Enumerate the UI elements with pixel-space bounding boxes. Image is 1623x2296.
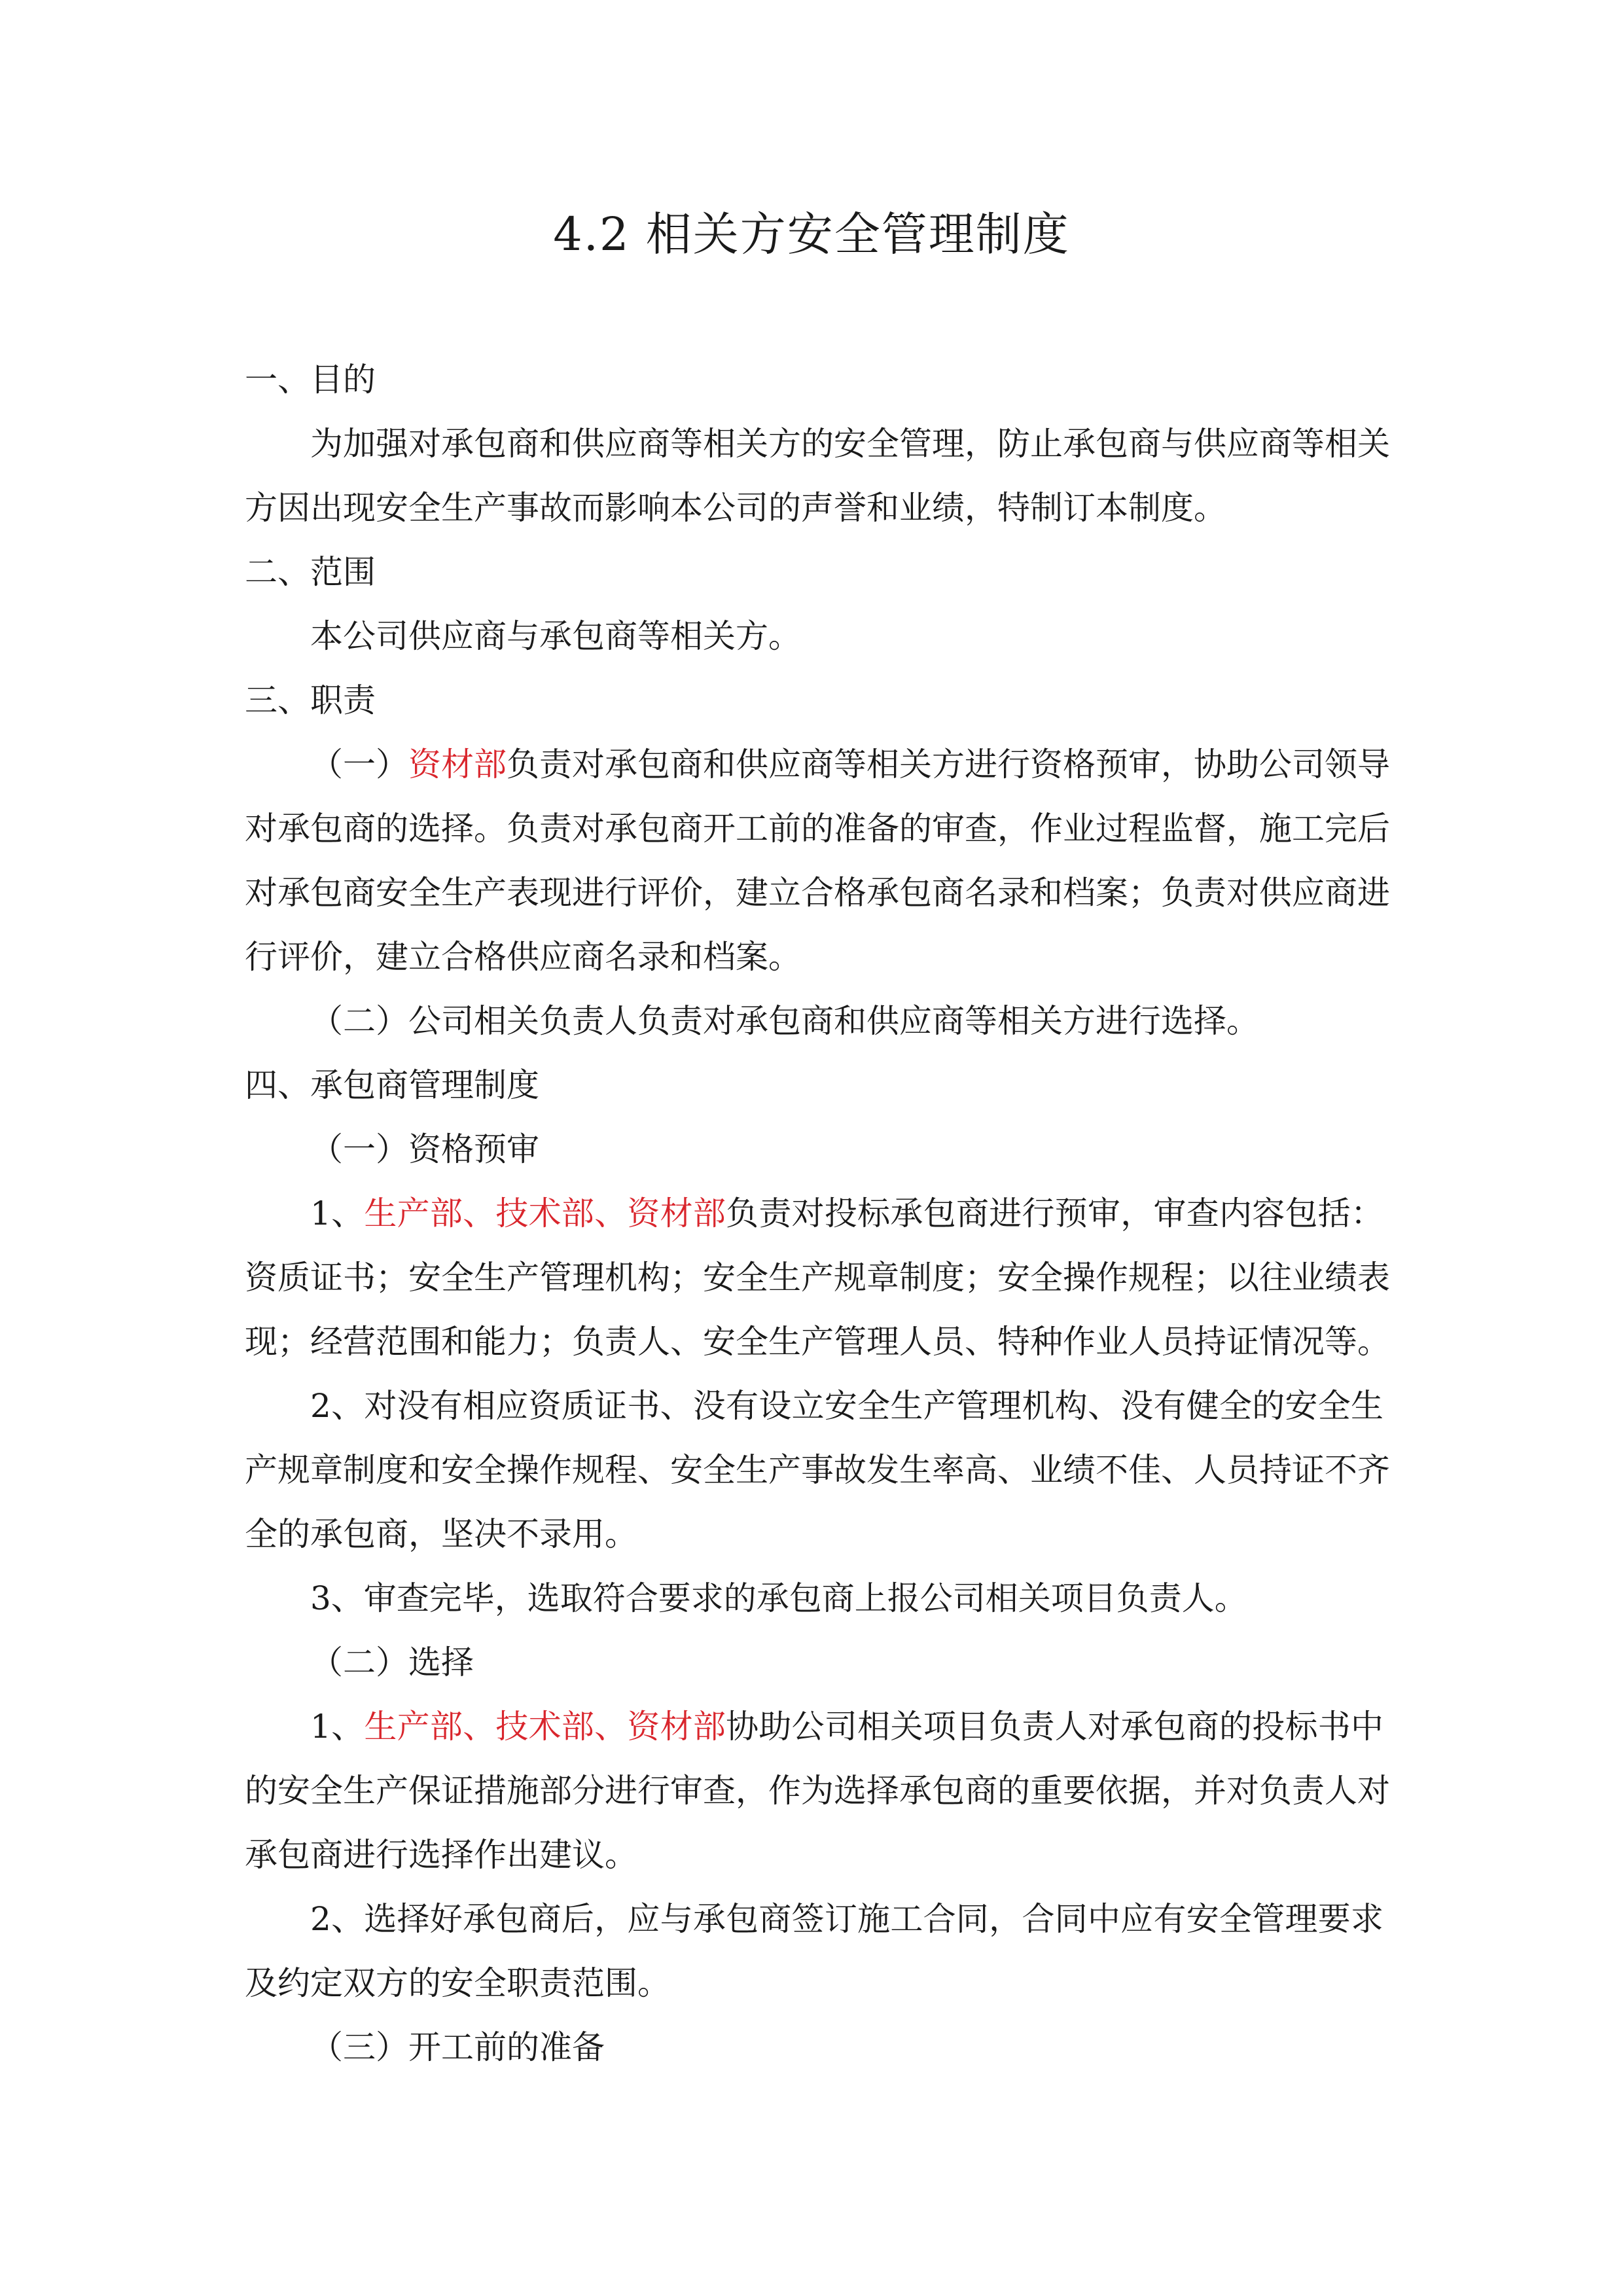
scope-text: 本公司供应商与承包商等相关方。 <box>310 617 801 655</box>
selection-item-1-prefix: 1、 <box>310 1708 365 1746</box>
responsibility-1-prefix: （一） <box>310 745 408 783</box>
prequal-item-3: 3、审查完毕，选取符合要求的承包商上报公司相关项目负责人。 <box>310 1579 1247 1617</box>
departments-highlight-2: 生产部、技术部、资材部 <box>364 1708 726 1746</box>
departments-highlight: 生产部、技术部、资材部 <box>364 1194 726 1232</box>
selection-item-1-line-1 <box>310 1703 1383 1750</box>
prequal-item-1-line-1 <box>310 1190 1383 1237</box>
selection-item-1-line-3: 承包商进行选择作出建议。 <box>245 1836 637 1874</box>
prequal-item-1-line-3: 现；经营范围和能力；负责人、安全生产管理人员、特种作业人员持证情况等。 <box>245 1323 1390 1361</box>
selection-item-2-line-2: 及约定双方的安全职责范围。 <box>245 1964 670 2002</box>
responsibility-1-rest: 负责对承包商和供应商等相关方进行资格预审，协助公司领导 <box>507 745 1390 783</box>
section-heading-responsibilities: 三、职责 <box>245 681 376 719</box>
section-heading-scope: 二、范围 <box>245 553 376 591</box>
prequal-item-2-line-3: 全的承包商，坚决不录用。 <box>245 1515 637 1553</box>
responsibility-1-line-2: 对承包商的选择。负责对承包商开工前的准备的审查，作业过程监督，施工完后 <box>245 810 1390 848</box>
subheading-prequalification: （一）资格预审 <box>310 1130 539 1168</box>
prequal-item-1-line-2: 资质证书；安全生产管理机构；安全生产规章制度；安全操作规程；以往业绩表 <box>245 1259 1390 1297</box>
page-title: 4.2 相关方安全管理制度 <box>553 207 1070 261</box>
prequal-item-1-prefix: 1、 <box>310 1194 365 1232</box>
responsibility-1-line-1 <box>310 741 1390 788</box>
selection-item-1-rest: 协助公司相关项目负责人对承包商的投标书中 <box>726 1708 1384 1746</box>
subheading-pre-construction: （三）开工前的准备 <box>310 2028 605 2066</box>
responsibility-1-line-3: 对承包商安全生产表现进行评价，建立合格承包商名录和档案；负责对供应商进 <box>245 874 1390 912</box>
responsibility-2: （二）公司相关负责人负责对承包商和供应商等相关方进行选择。 <box>310 1002 1259 1040</box>
prequal-item-1-rest: 负责对投标承包商进行预审，审查内容包括： <box>726 1194 1384 1232</box>
prequal-item-2-line-2: 产规章制度和安全操作规程、安全生产事故发生率高、业绩不佳、人员持证不齐 <box>245 1451 1390 1489</box>
subheading-selection: （二）选择 <box>310 1643 474 1681</box>
section-heading-contractor-management: 四、承包商管理制度 <box>245 1066 539 1104</box>
selection-item-1-line-2: 的安全生产保证措施部分进行审查，作为选择承包商的重要依据，并对负责人对 <box>245 1772 1390 1810</box>
responsibility-1-line-4: 行评价，建立合格供应商名录和档案。 <box>245 938 801 976</box>
selection-item-2-line-1: 2、选择好承包商后，应与承包商签订施工合同，合同中应有安全管理要求 <box>310 1900 1383 1938</box>
section-heading-purpose: 一、目的 <box>245 361 376 399</box>
purpose-text-line-1: 为加强对承包商和供应商等相关方的安全管理，防止承包商与供应商等相关 <box>310 425 1390 463</box>
materials-dept-highlight: 资材部 <box>408 745 507 783</box>
purpose-text-line-2: 方因出现安全生产事故而影响本公司的声誉和业绩，特制订本制度。 <box>245 489 1226 527</box>
prequal-item-2-line-1: 2、对没有相应资质证书、没有设立安全生产管理机构、没有健全的安全生 <box>310 1387 1383 1425</box>
